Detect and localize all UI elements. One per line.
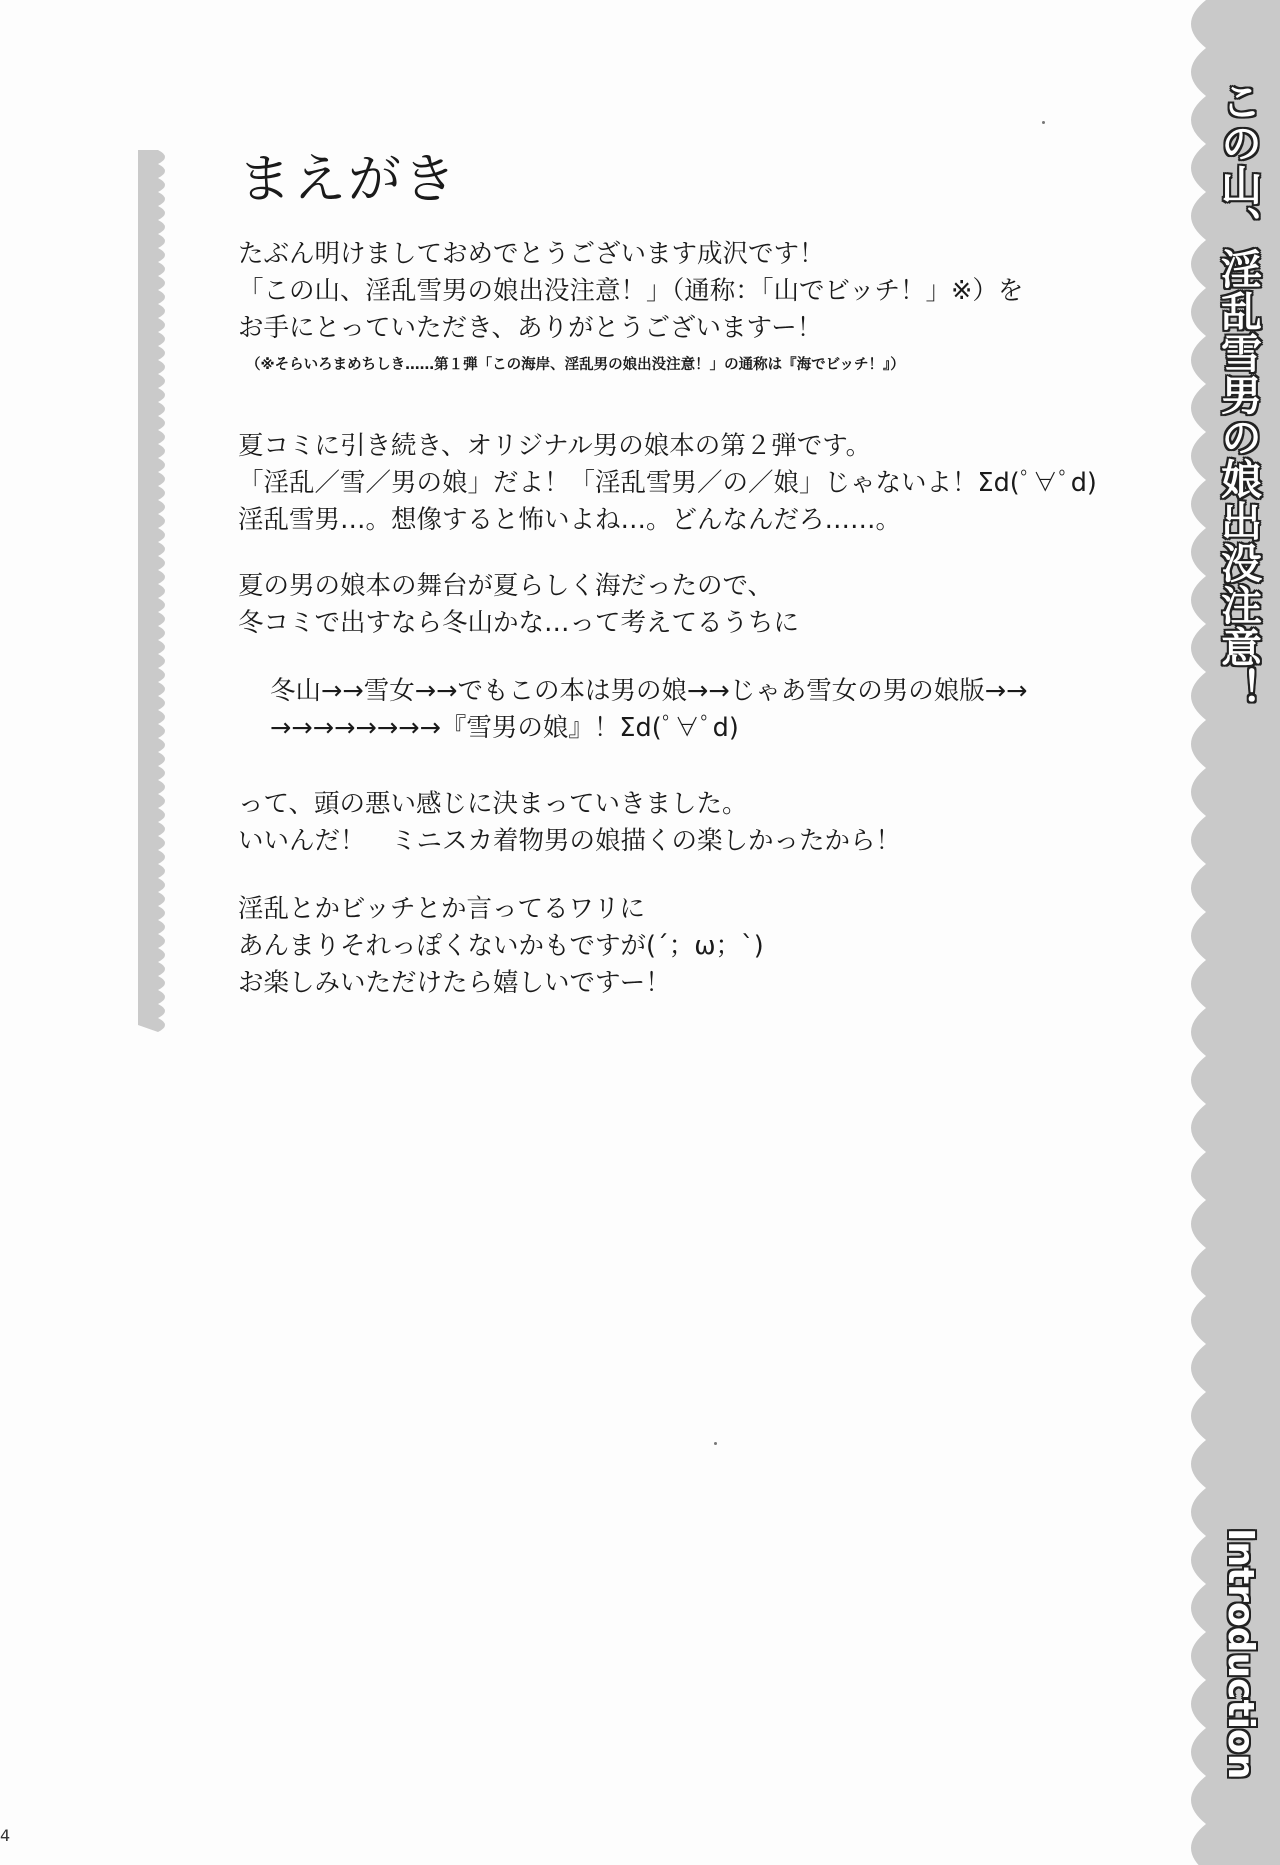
text-line: 淫乱とかビッチとか言ってるワリに xyxy=(238,894,645,924)
text-line: →→→→→→→→『雪男の娘』！Σd(ﾟ∀ﾟd) xyxy=(270,713,739,743)
print-speck xyxy=(1042,121,1045,124)
text-line: 冬コミで出すなら冬山かな…って考えてるうちに xyxy=(238,608,800,638)
paragraph-greeting xyxy=(238,236,1118,377)
text-line: 夏コミに引き続き、オリジナル男の娘本の第２弾です。 xyxy=(238,431,872,461)
page-heading: まえがき xyxy=(238,149,458,210)
paragraph-setting xyxy=(238,568,1118,642)
side-section-label: Introduction xyxy=(1220,1528,1261,1780)
print-speck xyxy=(714,1442,717,1445)
text-line: って、頭の悪い感じに決まっていきました。 xyxy=(238,789,748,819)
text-line: お手にとっていただき、ありがとうございますー！ xyxy=(238,313,823,343)
text-line: たぶん明けましておめでとうございます成沢です！ xyxy=(238,239,825,269)
text-line: 夏の男の娘本の舞台が夏らしく海だったので、 xyxy=(238,571,773,601)
side-book-title: この山、淫乱雪男の娘出没注意！ xyxy=(1214,80,1262,710)
footnote: （※そらいろまめちしき……第１弾「この海岸、淫乱男の娘出没注意！」の通称は『海でビッチ！』） xyxy=(246,357,905,373)
paragraph-decision xyxy=(238,786,1118,860)
paragraph-closing xyxy=(238,891,1118,1002)
paragraph-idea-chain xyxy=(238,673,1150,747)
text-line: 「淫乱／雪／男の娘」だよ！「淫乱雪男／の／娘」じゃないよ！Σd(ﾟ∀ﾟd) xyxy=(238,468,1097,498)
text-line: お楽しみいただけたら嬉しいですー！ xyxy=(238,968,671,998)
text-line: 冬山→→雪女→→でもこの本は男の娘→→じゃあ雪女の男の娘版→→ xyxy=(270,676,1028,706)
paragraph-series xyxy=(238,428,1118,539)
left-decorative-bar xyxy=(138,150,172,1025)
text-line: あんまりそれっぽくないかもですが(´；ω；`) xyxy=(238,931,764,961)
page-number: 4 xyxy=(0,1826,11,1845)
text-line: 「この山、淫乱雪男の娘出没注意！」（通称：「山でビッチ！」※）を xyxy=(238,276,1024,306)
text-line: いいんだ！ ミニスカ着物男の娘描くの楽しかったから！ xyxy=(238,826,902,856)
text-line: 淫乱雪男…。想像すると怖いよね…。どんなんだろ……。 xyxy=(238,505,902,535)
